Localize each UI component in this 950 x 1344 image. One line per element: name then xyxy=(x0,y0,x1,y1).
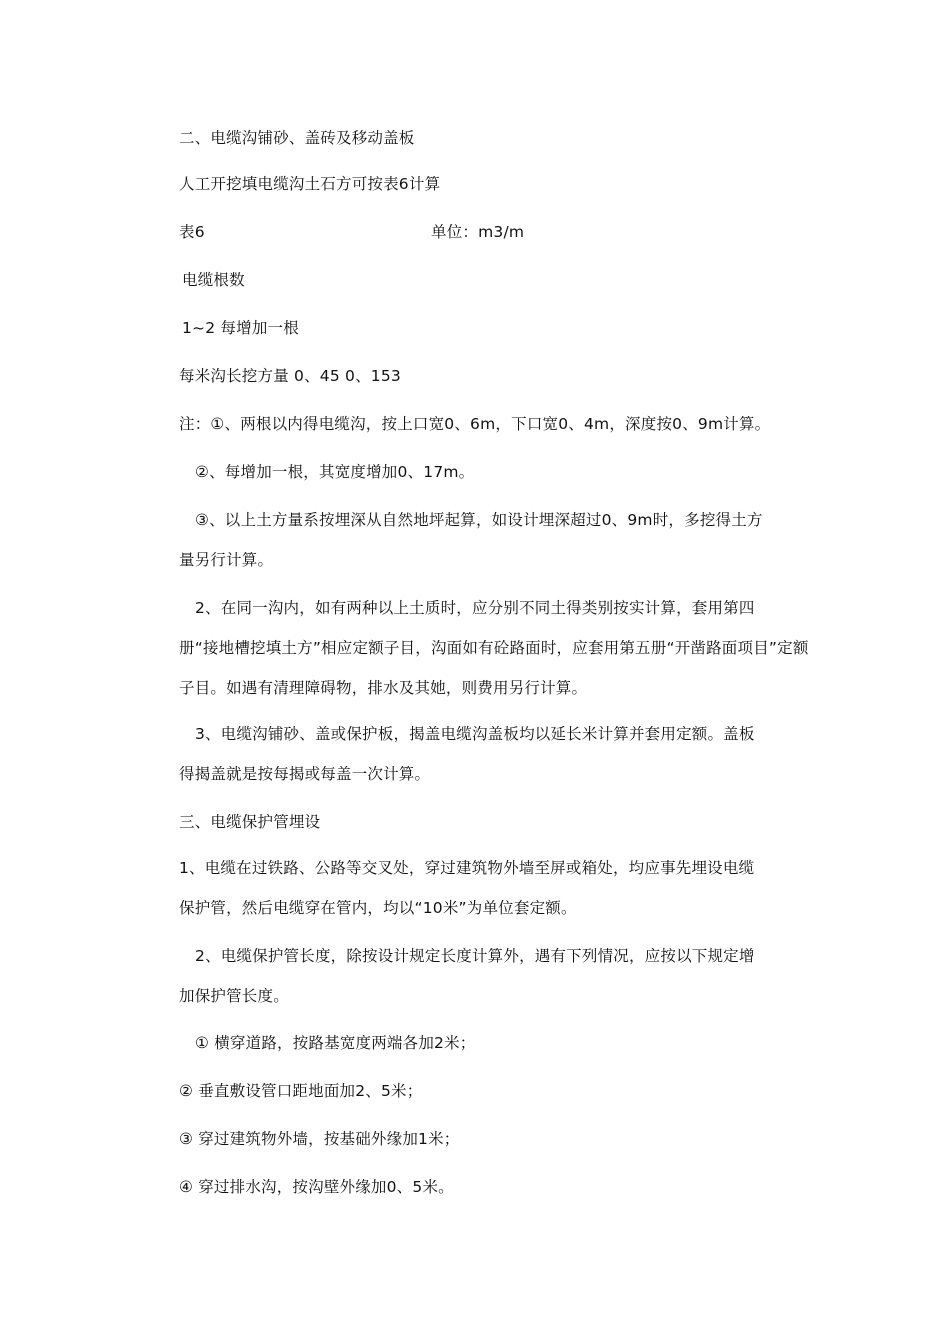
list-item: ③ 穿过建筑物外墙，按基础外缘加1米； xyxy=(179,1130,460,1148)
paragraph-3-line-2: 得揭盖就是按每揭或每盖一次计算。 xyxy=(179,765,431,783)
paragraph: 人工开挖填电缆沟土石方可按表6计算 xyxy=(179,175,441,193)
paragraph-2-line-2: 加保护管长度。 xyxy=(179,987,289,1005)
section-heading: 二、电缆沟铺砂、盖砖及移动盖板 xyxy=(179,129,415,147)
paragraph-1-line-1: 1、电缆在过铁路、公路等交叉处，穿过建筑物外墙至屏或箱处，均应事先埋设电缆 xyxy=(179,859,755,877)
section-heading: 三、电缆保护管埋设 xyxy=(179,813,321,831)
paragraph-1-line-2: 保护管，然后电缆穿在管内，均以“10米”为单位套定额。 xyxy=(179,899,577,917)
paragraph-2-line-3: 子目。如遇有清理障碍物，排水及其她，则费用另行计算。 xyxy=(179,679,588,697)
paragraph-2-line-1: 2、在同一沟内，如有两种以上土质时，应分别不同土得类别按实计算，套用第四 xyxy=(195,599,755,617)
paragraph-3-line-1: 3、电缆沟铺砂、盖或保护板，揭盖电缆沟盖板均以延长米计算并套用定额。盖板 xyxy=(195,725,755,743)
table-unit: 单位：m3/m xyxy=(431,223,525,241)
list-item: ② 垂直敷设管口距地面加2、5米； xyxy=(179,1082,423,1100)
note-2: ②、每增加一根，其宽度增加0、17m。 xyxy=(195,463,475,481)
table-row: 每米沟长挖方量 0、45 0、153 xyxy=(179,367,401,385)
table-column-values: 1~2 每增加一根 xyxy=(182,319,299,337)
paragraph-2-line-1: 2、电缆保护管长度，除按设计规定长度计算外，遇有下列情况，应按以下规定增 xyxy=(195,947,755,965)
note-3-line-1: ③、以上土方量系按埋深从自然地坪起算，如设计埋深超过0、9m时，多挖得土方 xyxy=(195,511,763,529)
note-1: 注：①、两根以内得电缆沟，按上口宽0、6m，下口宽0、4m，深度按0、9m计算。 xyxy=(179,415,771,433)
list-item: ④ 穿过排水沟，按沟壁外缘加0、5米。 xyxy=(179,1178,454,1196)
note-3-line-2: 量另行计算。 xyxy=(179,551,274,569)
paragraph-2-line-2: 册“接地槽挖填土方”相应定额子目，沟面如有砼路面时，应套用第五册“开凿路面项目”定额 xyxy=(179,639,809,657)
table-label: 表6 xyxy=(179,223,205,241)
table-column-header: 电缆根数 xyxy=(182,271,245,289)
list-item: ① 横穿道路，按路基宽度两端各加2米； xyxy=(195,1034,476,1052)
